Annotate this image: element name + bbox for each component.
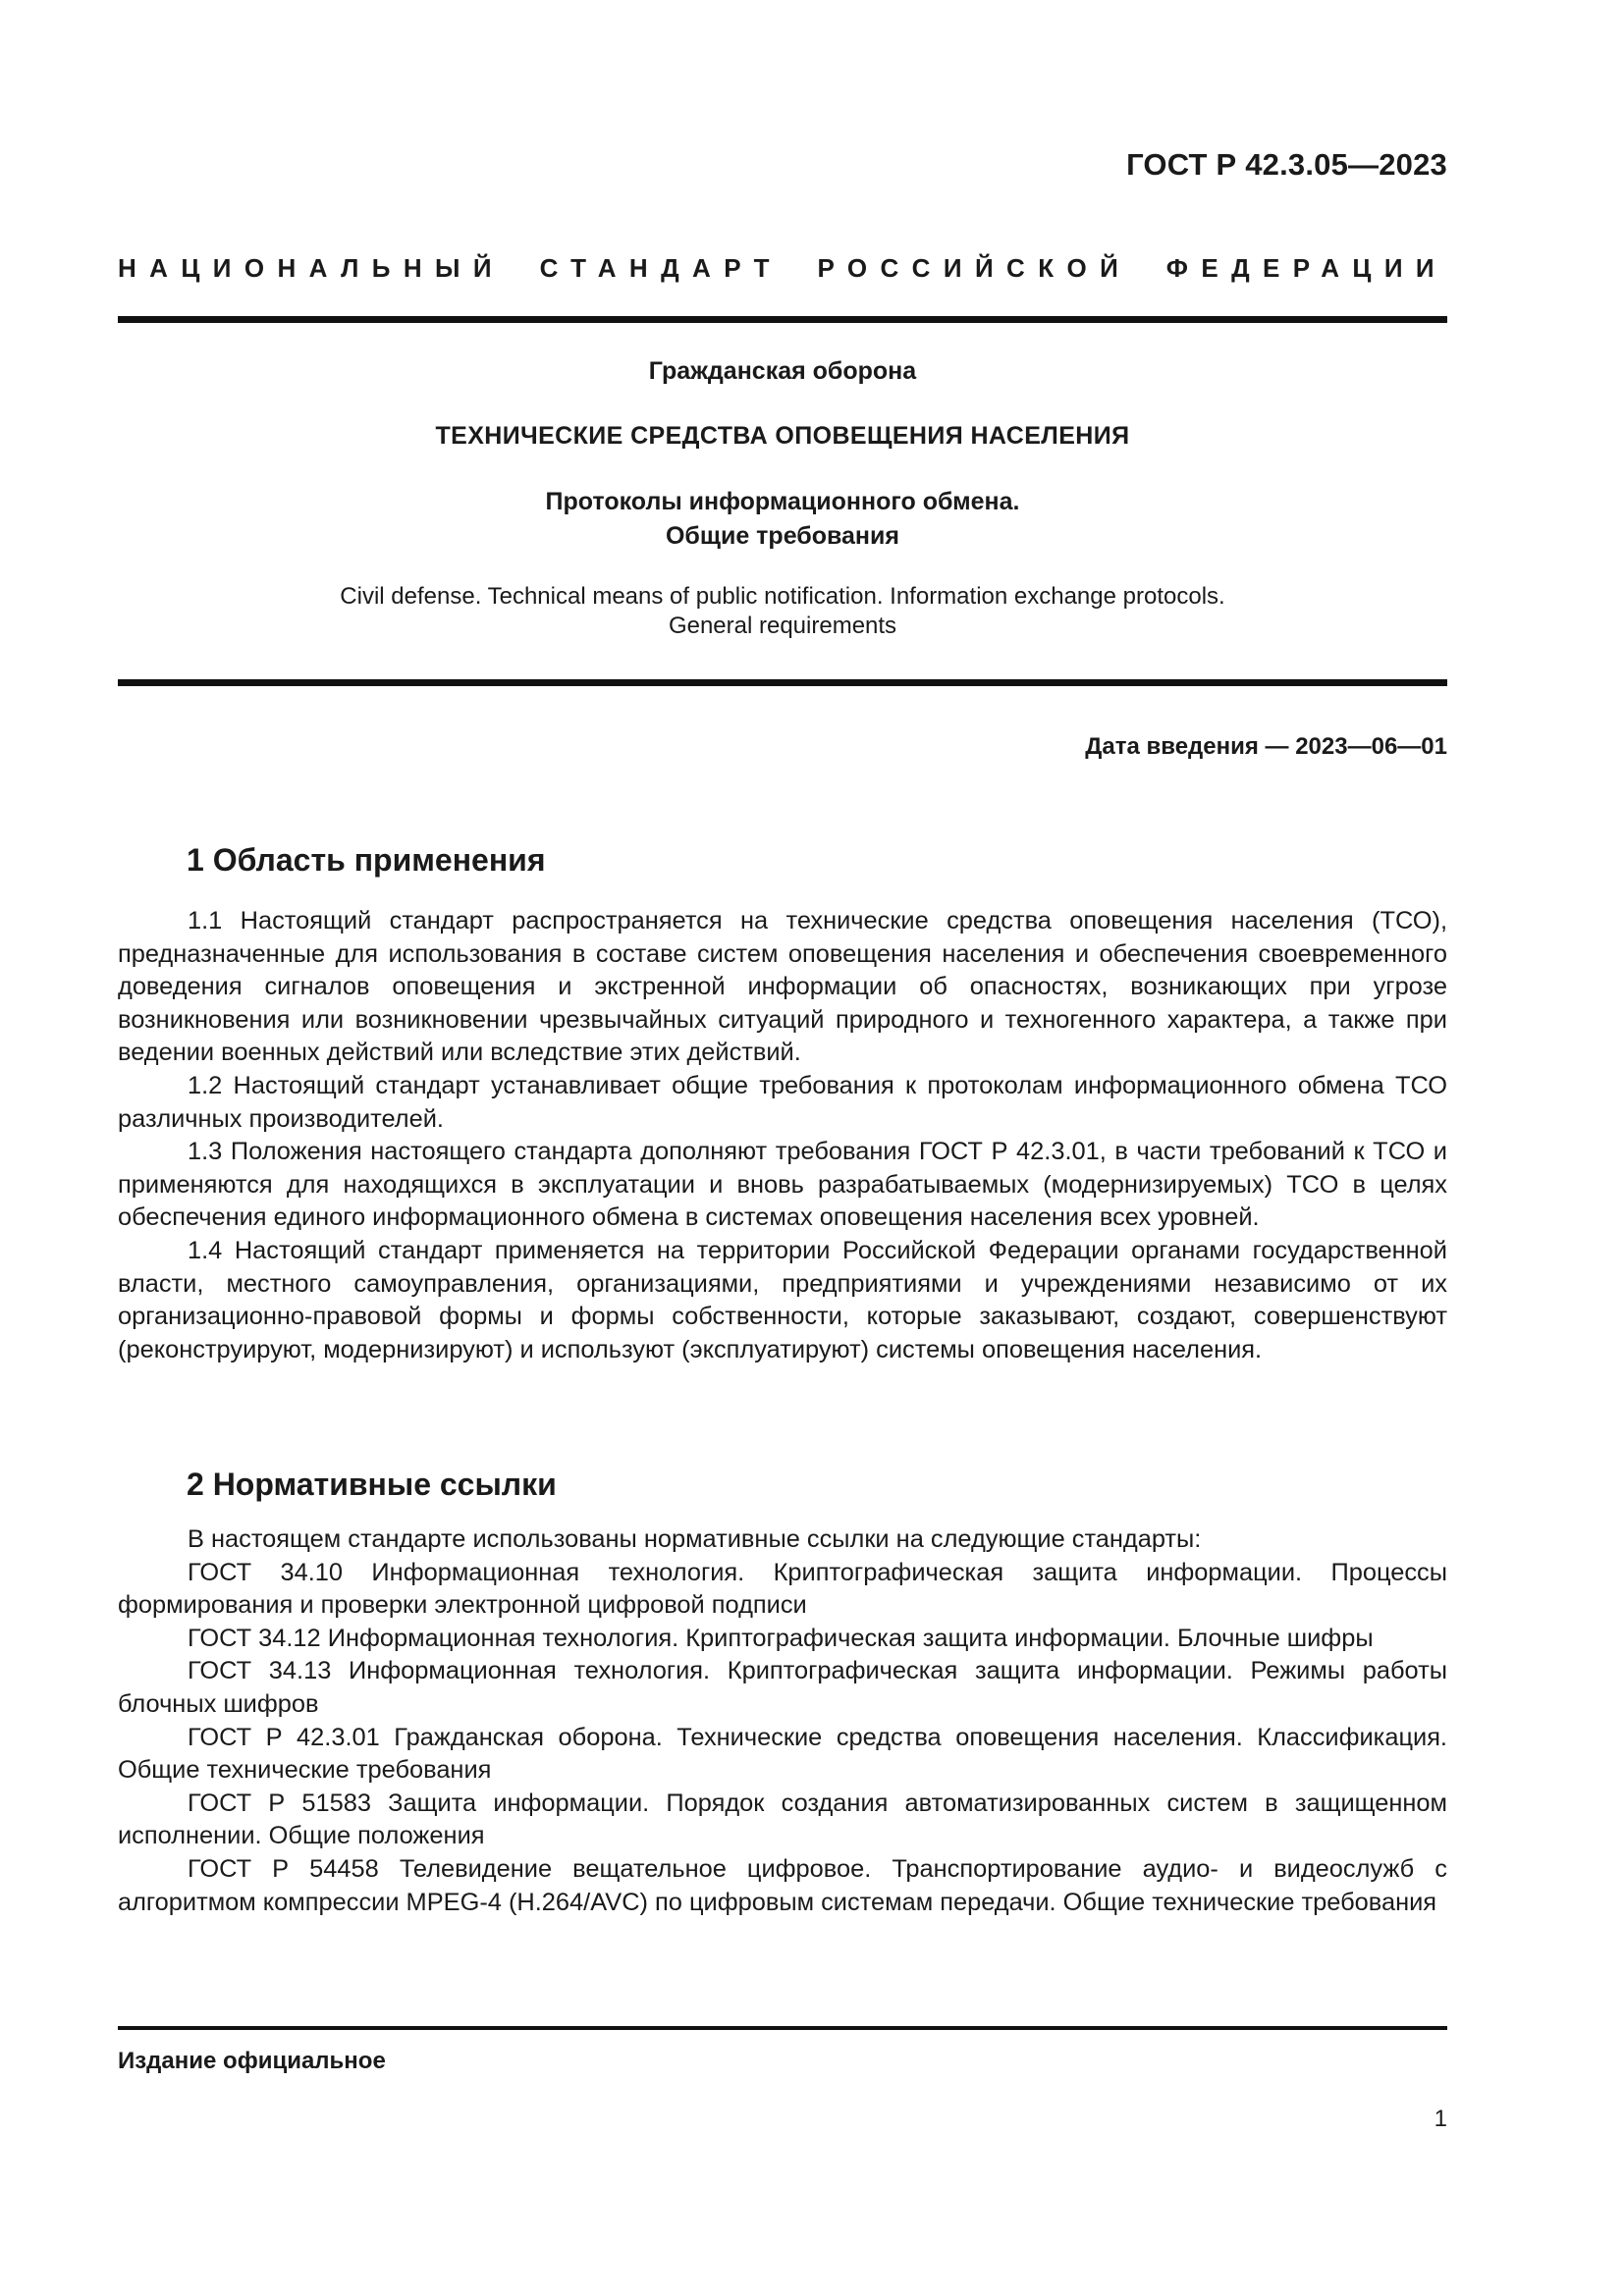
paragraph-1-1: 1.1 Настоящий стандарт распространяется на технические средства оповещения населения (ТСО), предназначенные для использования в составе систем оповещения населения и обеспечения своевременного доведения сигналов оповещения и экстренной информации об опасностях, возникающих при угрозе возникновения или возникновении чрезвычайных ситуаций природного и техногенного характера, а также при ведении военных действий или вследствие этих действий. — [118, 907, 1447, 1067]
top-divider — [118, 316, 1447, 323]
national-standard-title: НАЦИОНАЛЬНЫЙ СТАНДАРТ РОССИЙСКОЙ ФЕДЕРАЦИИ — [118, 253, 1447, 283]
footer-divider — [118, 2026, 1447, 2030]
page-number: 1 — [1434, 2106, 1447, 2132]
section-2-body — [118, 1523, 1447, 1919]
document-page — [118, 0, 1447, 2296]
document-subject: Гражданская оборона — [648, 357, 917, 385]
section-1-heading: 1 Область применения — [187, 842, 546, 878]
reference-item: ГОСТ 34.13 Информационная технология. Криптографическая защита информации. Режимы работы блочных шифров — [118, 1657, 1447, 1718]
document-code: ГОСТ Р 42.3.05—2023 — [1126, 147, 1447, 182]
paragraph-1-4: 1.4 Настоящий стандарт применяется на территории Российской Федерации органами государственной власти, местного самоуправления, организациями, предприятиями и учреждениями независимо от их организационно-правовой формы и формы собственности, которые заказывают, создают, совершенствуют (реконструируют, модернизируют) и используют (эксплуатируют) системы оповещения населения. — [118, 1236, 1447, 1363]
paragraph-1-2: 1.2 Настоящий стандарт устанавливает общие требования к протоколам информационного обмена ТСО различных производителей. — [118, 1071, 1447, 1133]
section-2-heading: 2 Нормативные ссылки — [187, 1467, 557, 1502]
official-edition-label: Издание официальное — [118, 2048, 386, 2074]
reference-item: ГОСТ Р 54458 Телевидение вещательное цифровое. Транспортирование аудио- и видеослужб с алгоритмом компрессии MPEG-4 (H.264/AVC) по цифровым системам передачи. Общие технические требования — [118, 1854, 1447, 1916]
reference-item: ГОСТ Р 42.3.01 Гражданская оборона. Технические средства оповещения населения. Классификация. Общие технические требования — [118, 1723, 1447, 1785]
english-title-line-1: Civil defense. Technical means of public notification. Information exchange protocols. — [340, 583, 1225, 610]
references-intro: В настоящем стандарте использованы нормативные ссылки на следующие стандарты: — [188, 1525, 1202, 1553]
english-title — [118, 582, 1447, 641]
title-divider — [118, 679, 1447, 686]
subtitle-line-1: Протоколы информационного обмена. — [545, 488, 1020, 515]
reference-item: ГОСТ 34.12 Информационная технология. Криптографическая защита информации. Блочные шифры — [188, 1624, 1374, 1652]
document-main-title: ТЕХНИЧЕСКИЕ СРЕДСТВА ОПОВЕЩЕНИЯ НАСЕЛЕНИЯ — [435, 422, 1130, 450]
subtitle-line-2: Общие требования — [665, 522, 899, 550]
reference-item: ГОСТ 34.10 Информационная технология. Криптографическая защита информации. Процессы формирования и проверки электронной цифровой подписи — [118, 1558, 1447, 1620]
paragraph-1-3: 1.3 Положения настоящего стандарта дополняют требования ГОСТ Р 42.3.01, в части требований к ТСО и применяются для находящихся в эксплуатации и вновь разрабатываемых (модернизируемых) ТСО в целях обеспечения единого информационного обмена в системах оповещения населения всех уровней. — [118, 1138, 1447, 1232]
section-1-body — [118, 905, 1447, 1366]
reference-item: ГОСТ Р 51583 Защита информации. Порядок создания автоматизированных систем в защищенном исполнении. Общие положения — [118, 1789, 1447, 1850]
document-subtitle — [118, 485, 1447, 554]
english-title-line-2: General requirements — [668, 613, 897, 639]
introduction-date: Дата введения — 2023—06—01 — [1085, 733, 1447, 760]
